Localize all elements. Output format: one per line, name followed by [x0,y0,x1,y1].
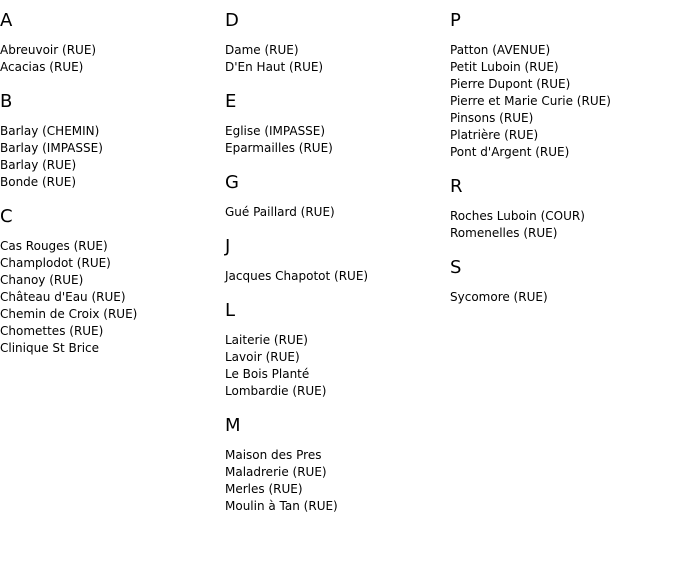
street-link[interactable]: Chemin de Croix (RUE) [0,307,138,321]
street-link[interactable]: Moulin à Tan (RUE) [225,499,338,513]
letter-heading: E [225,91,237,112]
street-link[interactable]: Cas Rouges (RUE) [0,239,108,253]
street-link[interactable]: Eparmailles (RUE) [225,141,333,155]
street-link[interactable]: Le Bois Planté [225,367,310,381]
street-list [225,447,445,515]
street-link[interactable]: Jacques Chapotot (RUE) [225,269,369,283]
street-link[interactable]: Abreuvoir (RUE) [0,43,97,57]
street-link[interactable]: Maladrerie (RUE) [225,465,327,479]
letter-heading: R [450,176,463,197]
street-list [0,238,220,357]
letter-group [225,172,445,221]
street-link[interactable]: Sycomore (RUE) [450,290,548,304]
letter-group [0,10,220,76]
street-list [225,268,445,285]
street-list [450,42,675,161]
street-link[interactable]: Pont d'Argent (RUE) [450,145,570,159]
index-column [450,10,675,321]
street-list [450,208,675,242]
letter-heading: L [225,300,236,321]
letter-heading: A [0,10,13,31]
street-list [225,204,445,221]
letter-heading: G [225,172,239,193]
street-link[interactable]: Acacias (RUE) [0,60,84,74]
letter-heading: M [225,415,241,436]
street-link[interactable]: Bonde (RUE) [0,175,77,189]
letter-heading: B [0,91,13,112]
street-link[interactable]: Chanoy (RUE) [0,273,84,287]
street-link[interactable]: Château d'Eau (RUE) [0,290,126,304]
street-list [450,289,675,306]
street-link[interactable]: Champlodot (RUE) [0,256,111,270]
street-list [225,332,445,400]
street-link[interactable]: Merles (RUE) [225,482,303,496]
letter-group [225,10,445,76]
street-link[interactable]: Pierre Dupont (RUE) [450,77,571,91]
street-link[interactable]: Clinique St Brice [0,341,100,355]
street-link[interactable]: D'En Haut (RUE) [225,60,324,74]
street-link[interactable]: Lombardie (RUE) [225,384,327,398]
letter-heading: C [0,206,13,227]
street-link[interactable]: Petit Luboin (RUE) [450,60,559,74]
street-list [225,123,445,157]
index-column [225,10,445,530]
street-list [0,123,220,191]
letter-group [0,91,220,191]
street-link[interactable]: Maison des Pres [225,448,322,462]
letter-group [225,236,445,285]
street-link[interactable]: Barlay (IMPASSE) [0,141,103,155]
street-link[interactable]: Romenelles (RUE) [450,226,558,240]
street-list [225,42,445,76]
street-link[interactable]: Platrière (RUE) [450,128,539,142]
letter-group [450,176,675,242]
street-link[interactable]: Pierre et Marie Curie (RUE) [450,94,611,108]
street-link[interactable]: Gué Paillard (RUE) [225,205,335,219]
index-column [0,10,220,372]
street-link[interactable]: Eglise (IMPASSE) [225,124,326,138]
street-link[interactable]: Pinsons (RUE) [450,111,534,125]
letter-heading: D [225,10,239,31]
letter-group [225,91,445,157]
letter-group [450,10,675,161]
letter-heading: J [225,236,231,257]
letter-group [450,257,675,306]
letter-heading: S [450,257,462,278]
street-list [0,42,220,76]
street-link[interactable]: Barlay (CHEMIN) [0,124,100,138]
street-link[interactable]: Laiterie (RUE) [225,333,308,347]
street-link[interactable]: Patton (AVENUE) [450,43,551,57]
street-link[interactable]: Lavoir (RUE) [225,350,300,364]
letter-group [225,415,445,515]
street-link[interactable]: Dame (RUE) [225,43,299,57]
street-link[interactable]: Barlay (RUE) [0,158,77,172]
letter-group [225,300,445,400]
letter-heading: P [450,10,461,31]
street-link[interactable]: Roches Luboin (COUR) [450,209,585,223]
street-link[interactable]: Chomettes (RUE) [0,324,104,338]
letter-group [0,206,220,357]
